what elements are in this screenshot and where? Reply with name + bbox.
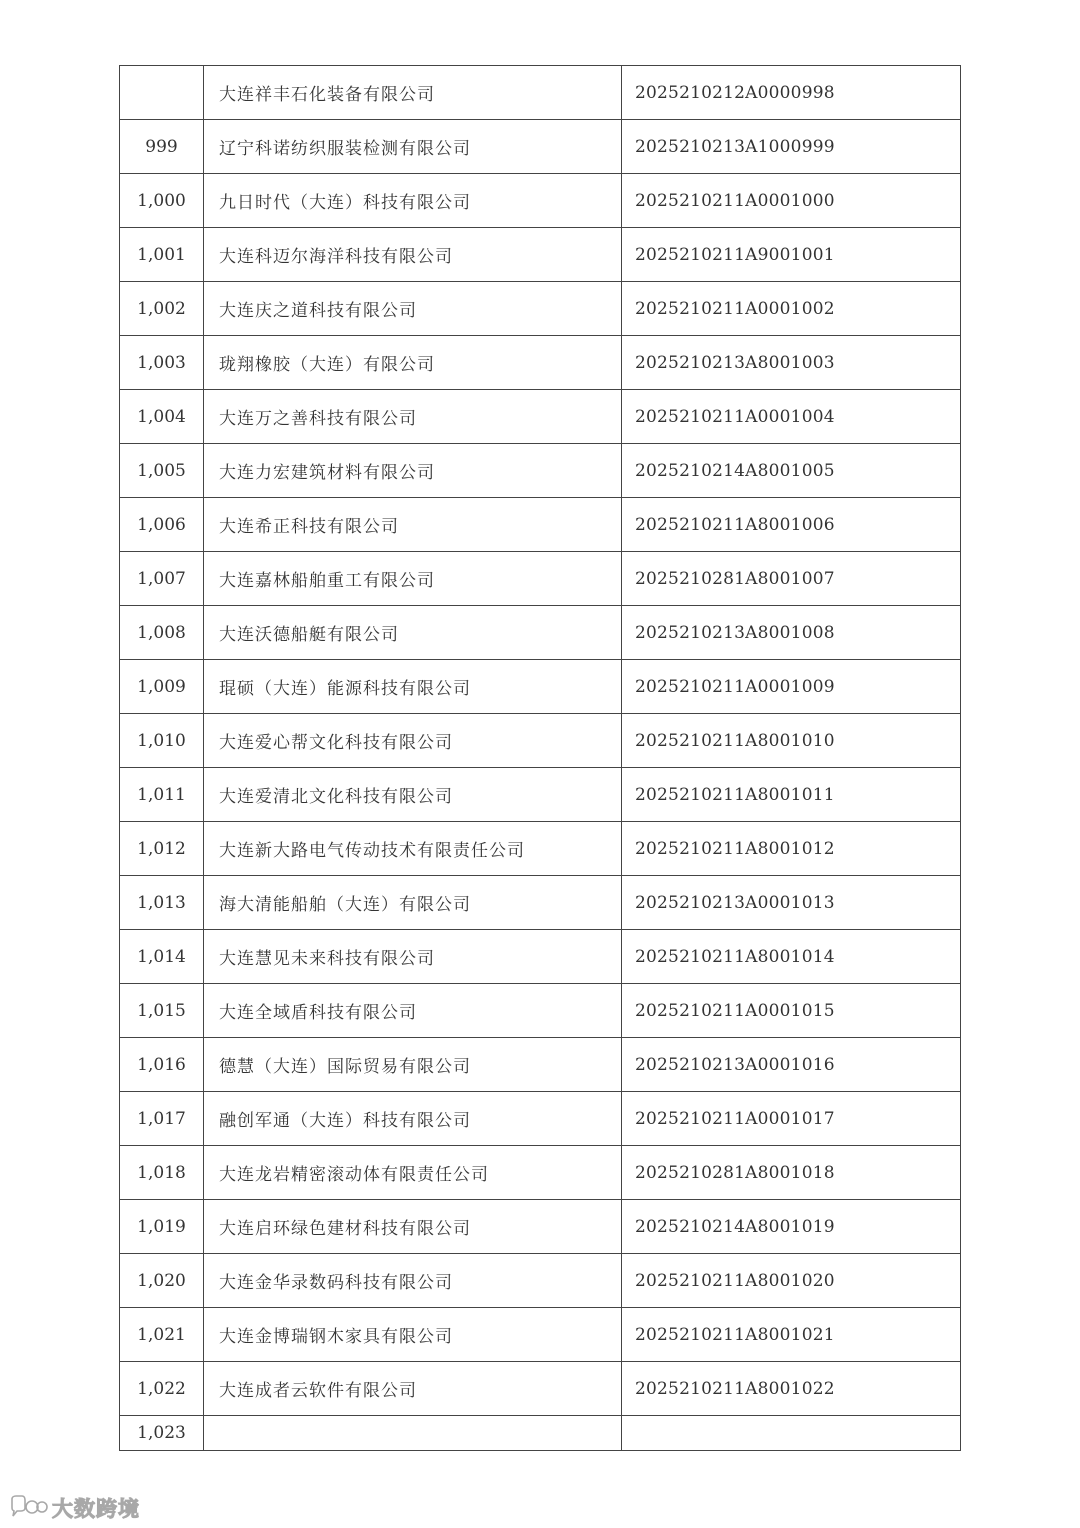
table-row <box>120 552 961 606</box>
row-number-cell: 1,009 <box>120 660 204 714</box>
company-name-cell: 大连力宏建筑材料有限公司 <box>204 444 622 498</box>
table-row <box>120 606 961 660</box>
company-name-cell: 海大清能船舶（大连）有限公司 <box>204 876 622 930</box>
company-name-cell: 大连爱心帮文化科技有限公司 <box>204 714 622 768</box>
table-row <box>120 498 961 552</box>
registration-code-cell: 2025210211A8001010 <box>622 714 961 768</box>
registration-code-cell: 2025210211A8001014 <box>622 930 961 984</box>
table-body <box>120 66 961 1451</box>
table-row <box>120 1254 961 1308</box>
registration-code-cell: 2025210211A0001002 <box>622 282 961 336</box>
registration-code-cell: 2025210211A0001004 <box>622 390 961 444</box>
company-list-table <box>119 65 961 1451</box>
row-number-cell: 1,018 <box>120 1146 204 1200</box>
watermark <box>8 1493 140 1523</box>
table-row <box>120 1038 961 1092</box>
table-row <box>120 1092 961 1146</box>
company-name-cell: 大连万之善科技有限公司 <box>204 390 622 444</box>
row-number-cell: 1,020 <box>120 1254 204 1308</box>
row-number-cell: 1,019 <box>120 1200 204 1254</box>
row-number-cell: 1,002 <box>120 282 204 336</box>
row-number-cell: 1,005 <box>120 444 204 498</box>
company-name-cell: 融创军通（大连）科技有限公司 <box>204 1092 622 1146</box>
registration-code-cell: 2025210213A1000999 <box>622 120 961 174</box>
registration-code-cell: 2025210212A0000998 <box>622 66 961 120</box>
company-name-cell: 大连希正科技有限公司 <box>204 498 622 552</box>
table-row <box>120 228 961 282</box>
row-number-cell: 1,016 <box>120 1038 204 1092</box>
company-name-cell: 辽宁科诺纺织服装检测有限公司 <box>204 120 622 174</box>
table-row <box>120 714 961 768</box>
company-name-cell: 大连金博瑞钢木家具有限公司 <box>204 1308 622 1362</box>
registration-code-cell: 2025210211A9001001 <box>622 228 961 282</box>
registration-code-cell: 2025210214A8001019 <box>622 1200 961 1254</box>
row-number-cell: 1,023 <box>120 1416 204 1451</box>
registration-code-cell: 2025210211A0001015 <box>622 984 961 1038</box>
row-number-cell: 1,012 <box>120 822 204 876</box>
row-number-cell: 999 <box>120 120 204 174</box>
table-row <box>120 876 961 930</box>
company-name-cell: 大连金华录数码科技有限公司 <box>204 1254 622 1308</box>
row-number-cell: 1,021 <box>120 1308 204 1362</box>
table-row <box>120 1200 961 1254</box>
registration-code-cell: 2025210211A0001000 <box>622 174 961 228</box>
table-row <box>120 336 961 390</box>
registration-code-cell: 2025210211A8001012 <box>622 822 961 876</box>
company-name-cell: 大连爱清北文化科技有限公司 <box>204 768 622 822</box>
company-name-cell: 珑翔橡胶（大连）有限公司 <box>204 336 622 390</box>
table-row <box>120 66 961 120</box>
row-number-cell: 1,010 <box>120 714 204 768</box>
table-row <box>120 822 961 876</box>
row-number-cell: 1,015 <box>120 984 204 1038</box>
company-name-cell: 大连全域盾科技有限公司 <box>204 984 622 1038</box>
registration-code-cell: 2025210211A0001017 <box>622 1092 961 1146</box>
chat-bubble-logo-icon <box>8 1495 48 1521</box>
company-name-cell: 大连新大路电气传动技术有限责任公司 <box>204 822 622 876</box>
row-number-cell: 1,013 <box>120 876 204 930</box>
row-number-cell: 1,007 <box>120 552 204 606</box>
registration-code-cell: 2025210213A0001016 <box>622 1038 961 1092</box>
registration-code-cell: 2025210213A8001008 <box>622 606 961 660</box>
row-number-cell: 1,017 <box>120 1092 204 1146</box>
registration-code-cell: 2025210211A8001022 <box>622 1362 961 1416</box>
registration-code-cell: 2025210211A8001021 <box>622 1308 961 1362</box>
registration-code-cell: 2025210211A8001006 <box>622 498 961 552</box>
row-number-cell: 1,004 <box>120 390 204 444</box>
table-row <box>120 174 961 228</box>
registration-code-cell: 2025210281A8001018 <box>622 1146 961 1200</box>
company-name-cell: 大连科迈尔海洋科技有限公司 <box>204 228 622 282</box>
registration-code-cell: 2025210211A8001020 <box>622 1254 961 1308</box>
table-row <box>120 660 961 714</box>
company-name-cell: 大连嘉林船舶重工有限公司 <box>204 552 622 606</box>
row-number-cell: 1,008 <box>120 606 204 660</box>
company-name-cell <box>204 1416 622 1451</box>
company-name-cell: 九日时代（大连）科技有限公司 <box>204 174 622 228</box>
table-row <box>120 282 961 336</box>
table-row <box>120 444 961 498</box>
registration-code-cell: 2025210214A8001005 <box>622 444 961 498</box>
registration-code-cell: 2025210281A8001007 <box>622 552 961 606</box>
row-number-cell: 1,000 <box>120 174 204 228</box>
row-number-cell <box>120 66 204 120</box>
table-row <box>120 1416 961 1451</box>
row-number-cell: 1,006 <box>120 498 204 552</box>
company-name-cell: 琨硕（大连）能源科技有限公司 <box>204 660 622 714</box>
registration-code-cell: 2025210213A0001013 <box>622 876 961 930</box>
registration-code-cell: 2025210211A8001011 <box>622 768 961 822</box>
table-row <box>120 768 961 822</box>
company-name-cell: 大连龙岩精密滚动体有限责任公司 <box>204 1146 622 1200</box>
table-row <box>120 120 961 174</box>
row-number-cell: 1,003 <box>120 336 204 390</box>
table-row <box>120 984 961 1038</box>
table-row <box>120 390 961 444</box>
company-name-cell: 德慧（大连）国际贸易有限公司 <box>204 1038 622 1092</box>
registration-code-cell <box>622 1416 961 1451</box>
table-row <box>120 1308 961 1362</box>
company-name-cell: 大连祥丰石化装备有限公司 <box>204 66 622 120</box>
company-name-cell: 大连启环绿色建材科技有限公司 <box>204 1200 622 1254</box>
row-number-cell: 1,011 <box>120 768 204 822</box>
row-number-cell: 1,022 <box>120 1362 204 1416</box>
company-name-cell: 大连慧见未来科技有限公司 <box>204 930 622 984</box>
registration-code-cell: 2025210213A8001003 <box>622 336 961 390</box>
company-name-cell: 大连成者云软件有限公司 <box>204 1362 622 1416</box>
table-row <box>120 1362 961 1416</box>
company-name-cell: 大连沃德船艇有限公司 <box>204 606 622 660</box>
row-number-cell: 1,014 <box>120 930 204 984</box>
table-row <box>120 1146 961 1200</box>
registration-code-cell: 2025210211A0001009 <box>622 660 961 714</box>
table-row <box>120 930 961 984</box>
company-name-cell: 大连庆之道科技有限公司 <box>204 282 622 336</box>
watermark-text: 大数跨境 <box>52 1497 140 1521</box>
row-number-cell: 1,001 <box>120 228 204 282</box>
